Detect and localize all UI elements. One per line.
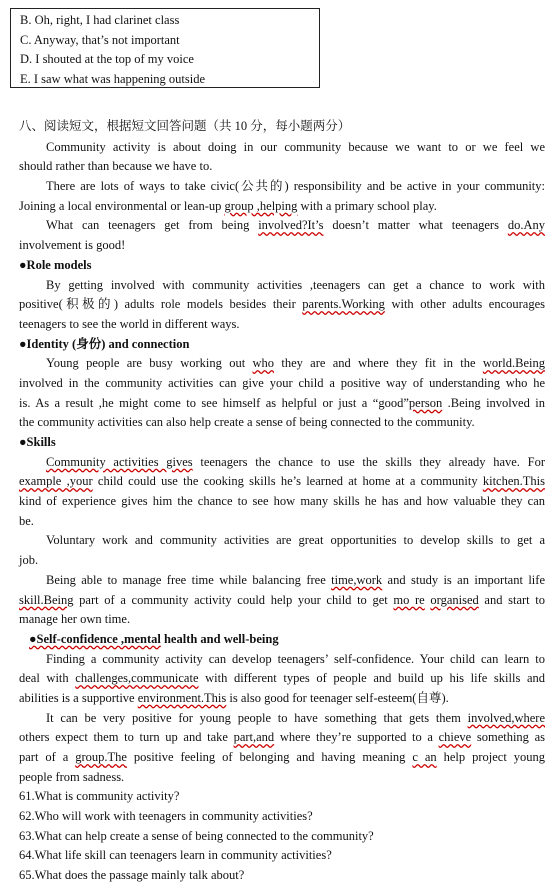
underlined-text: part,and — [233, 730, 275, 745]
passage-line: Being able to manage free time while balancing free time,work and study is an important life — [46, 572, 545, 587]
underlined-text: person — [408, 395, 443, 410]
option-c: C. Anyway, that’s not important — [20, 32, 180, 47]
underlined-text: skill.Being — [19, 592, 74, 607]
underlined-text: group ,helping — [224, 198, 298, 213]
option-d: D. I shouted at the top of my voice — [20, 52, 194, 66]
passage-line: example ,your child could use the cooking skills he’s learned at home at a community kitchen.This — [19, 474, 545, 489]
passage-line: Joining a local environmental or lean-up group ,helping with a primary school play. — [19, 198, 437, 213]
underlined-text: challenges,communicate — [75, 671, 199, 686]
underlined-text: kitchen.This — [482, 474, 545, 489]
underlined-text: example ,your — [19, 474, 93, 489]
passage-line: be. — [19, 513, 34, 528]
underlined-text: do.Any — [507, 218, 545, 233]
underlined-text: involved,where — [467, 710, 545, 725]
question-63: 63.What can help create a sense of being connected to the community? — [19, 828, 374, 843]
passage-line: ●Skills — [19, 435, 56, 449]
passage-line: manage her own time. — [19, 612, 131, 627]
underlined-text: parents.Working — [302, 297, 385, 312]
passage-line: What can teenagers get from being involved?It’s doesn’t matter what teenagers do.Any — [46, 218, 545, 233]
passage-line: Community activities gives teenagers the chance to use the skills they already have. For — [46, 454, 545, 469]
underlined-text: organised — [430, 592, 479, 607]
answer-options-box — [10, 8, 320, 88]
passage-line: Finding a community activity can develop teenagers’ self-confidence. Your child can learn to — [46, 651, 545, 666]
passage-line: should rather than because we have to. — [19, 159, 213, 174]
passage-line: ●Role models — [19, 257, 92, 272]
option-b: B. Oh, right, I had clarinet class — [20, 13, 180, 27]
passage-line: By getting involved with community activities ,teenagers can get a chance to work with — [46, 277, 545, 292]
question-64: 64.What life skill can teenagers learn in community activities? — [19, 848, 332, 863]
passage-line: Young people are busy working out who they are and where they fit in the world.Being — [46, 356, 545, 371]
section-title: 八、阅读短文，根据短文回答问题（共 10 分，每小题两分） — [19, 119, 351, 133]
passage-line: involved in the community activities can give your child a positive way of understanding who he — [19, 375, 545, 390]
passage-line: positive(积极的) adults role models besides their parents.Working with other adults encourages — [19, 297, 546, 312]
passage-body — [19, 138, 545, 886]
question-65: 65.What does the passage mainly talk about? — [19, 868, 245, 883]
underlined-text: involved?It’s — [258, 218, 324, 233]
passage-line: is. As a result ,he might come to see himself as helpful or just a “good”person .Being involved in — [19, 395, 545, 410]
passage-line: job. — [19, 553, 39, 568]
passage-line: skill.Being part of a community activity could help your child to get mo re organised and start to — [19, 592, 546, 607]
underlined-text: mo re — [393, 592, 425, 607]
underlined-text: chieve — [438, 730, 472, 745]
underlined-text: time,work — [331, 572, 383, 587]
underlined-text: world.Being — [482, 356, 545, 371]
question-61: 61.What is community activity? — [19, 789, 180, 804]
underlined-text: environment.This — [137, 690, 227, 705]
option-e: E. I saw what was happening outside — [20, 71, 206, 86]
reading-section — [19, 117, 545, 886]
underlined-text: who — [252, 356, 275, 371]
passage-line: Community activity is about doing in our community because we want to or we feel we — [46, 139, 545, 154]
passage-line: There are lots of ways to take civic(公共的) responsibility and be active in your community: — [46, 179, 545, 194]
underlined-text: group.The — [75, 750, 127, 764]
passage-line: ●Identity (身份) and connection — [19, 336, 190, 351]
passage-line: It can be very positive for young people to have something that gets them involved,where — [46, 710, 545, 725]
passage-line: involvement is good! — [19, 238, 126, 253]
passage-line: the community activities can also help create a sense of being connected to the community. — [19, 415, 475, 430]
underlined-text: ●Self-confidence ,mental — [29, 631, 161, 646]
passage-line: abilities is a supportive environment.This is also good for teenager self-esteem(自尊). — [19, 690, 449, 705]
passage-line: others expect them to turn up and take part,and where they’re supported to a chieve something as — [19, 730, 545, 745]
passage-line: teenagers to see the world in different ways. — [19, 316, 240, 331]
passage-line: people from sadness. — [19, 769, 125, 784]
passage-line: part of a group.The positive feeling of belonging and having meaning c an help project young — [19, 750, 545, 764]
underlined-text: c an — [412, 750, 437, 764]
underlined-text: Community activities gives — [46, 454, 193, 469]
question-62: 62.Who will work with teenagers in community activities? — [19, 809, 313, 824]
passage-line: kind of experience gives him the chance to see how many skills he has and how valuable they can — [19, 494, 545, 509]
passage-line: ●Self-confidence ,mental health and well-being — [29, 631, 279, 646]
passage-line: deal with challenges,communicate with different types of people and build up his life skills and — [19, 671, 545, 686]
passage-line: Voluntary work and community activities are great opportunities to develop skills to get a — [46, 533, 545, 548]
